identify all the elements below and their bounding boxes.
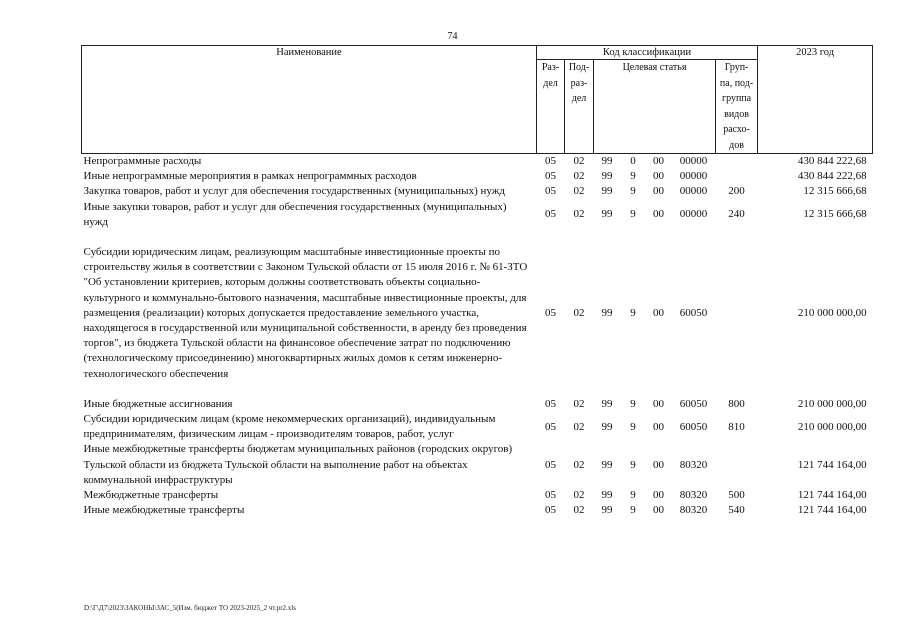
row-podrazdel: 02	[573, 504, 585, 517]
row-podrazdel: 02	[573, 420, 585, 433]
row-amount: 121 744 164,00	[797, 504, 867, 517]
row-cs-direction: 00000	[679, 208, 708, 221]
row-podrazdel: 02	[573, 155, 585, 167]
row-podrazdel: 02	[573, 208, 585, 221]
row-group: 200	[728, 185, 745, 198]
row-cs-direction: 00000	[679, 155, 708, 167]
row-name: Непрограммные расходы	[83, 155, 202, 167]
row-cs-program: 99	[601, 306, 613, 319]
row-cs-program: 99	[601, 420, 613, 433]
row-cs-direction: 00000	[679, 170, 708, 183]
row-razdel: 05	[545, 489, 556, 502]
table-row	[82, 200, 873, 230]
header-group: Груп- па, под- группа видов расхо- дов	[716, 60, 758, 154]
row-cs-subprogram: 9	[630, 306, 636, 319]
row-cs-direction: 60050	[679, 420, 708, 433]
row-group	[716, 154, 758, 170]
table-body	[82, 154, 873, 519]
row-group: 540	[728, 504, 745, 517]
row-cs-program: 99	[601, 504, 613, 517]
table-row	[82, 245, 873, 382]
row-cs-event: 00	[653, 397, 664, 410]
row-razdel: 05	[545, 185, 556, 198]
row-cs-event: 00	[653, 504, 664, 517]
row-cs-program: 99	[601, 155, 613, 167]
row-podrazdel: 02	[573, 306, 585, 319]
table-row	[82, 169, 873, 184]
row-name: Иные межбюджетные трансферты	[83, 504, 245, 517]
row-amount: 121 744 164,00	[797, 489, 867, 502]
row-name: Межбюджетные трансферты	[83, 489, 219, 502]
row-name: Иные закупки товаров, работ и услуг для обеспечения государственных (муниципальных) нужд	[83, 200, 507, 228]
table-spacer	[82, 382, 873, 397]
row-cs-program: 99	[601, 397, 613, 410]
header-year: 2023 год	[758, 46, 873, 154]
row-amount: 210 000 000,00	[797, 397, 867, 410]
row-razdel: 05	[545, 306, 556, 319]
row-cs-event: 00	[653, 306, 664, 319]
row-cs-event: 00	[653, 420, 664, 433]
row-cs-subprogram: 9	[630, 397, 636, 410]
row-cs-program: 99	[601, 458, 613, 471]
row-group	[716, 169, 758, 184]
row-cs-direction: 60050	[679, 397, 708, 410]
table-row	[82, 397, 873, 412]
row-podrazdel: 02	[573, 397, 585, 410]
row-amount: 430 844 222,68	[797, 170, 867, 183]
row-cs-subprogram: 9	[630, 420, 636, 433]
row-amount: 210 000 000,00	[797, 306, 867, 319]
row-podrazdel: 02	[573, 489, 585, 502]
row-razdel: 05	[545, 208, 556, 221]
row-group: 810	[728, 420, 745, 433]
row-cs-event: 00	[653, 185, 664, 198]
row-cs-subprogram: 9	[630, 458, 636, 471]
row-cs-direction: 80320	[679, 504, 708, 517]
row-cs-direction: 80320	[679, 489, 708, 502]
header-razdel: Раз- дел	[537, 60, 565, 154]
row-name: Иные межбюджетные трансферты бюджетам муниципальных районов (городских округов) Тульской области из бюджета Тульской области на выполнение работ на объектах коммунальной инфраструктуры	[83, 443, 513, 486]
table-row	[82, 184, 873, 199]
row-cs-program: 99	[601, 208, 613, 221]
row-group: 500	[728, 489, 745, 502]
table-row	[82, 154, 873, 170]
header-name: Наименование	[82, 46, 537, 154]
table-row	[82, 412, 873, 442]
row-cs-program: 99	[601, 170, 613, 183]
row-cs-direction: 80320	[679, 458, 708, 471]
row-cs-program: 99	[601, 185, 613, 198]
row-cs-direction: 60050	[679, 306, 708, 319]
row-name: Субсидии юридическим лицам, реализующим масштабные инвестиционные проекты по строительству жилья в соответствии с Законом Тульской области от 15 июля 2016 г. № 61-ЗТО "Об установлении критериев, которым должны соответствовать объекты социально-культурного и коммунально-бытового назначения, масштабные инвестиционные проекты, для размещения (реализации) которых допускается предоставление земельного участка, находящегося в государственной или муниципальной собственности, в аренду без проведения торгов", из бюджета Тульской области на финансовое обеспечение затрат по подключению (технологическому присоединению) многоквартирных жилых домов к сетям инженерно-технологического обеспечения	[83, 246, 528, 380]
row-name: Иные бюджетные ассигнования	[83, 397, 233, 410]
row-amount: 12 315 666,68	[803, 185, 867, 198]
page-number: 74	[447, 31, 458, 42]
row-cs-direction: 00000	[679, 185, 708, 198]
header-target-article: Целевая статья	[594, 60, 716, 154]
row-group: 240	[728, 208, 745, 221]
row-podrazdel: 02	[573, 185, 585, 198]
budget-table-container	[81, 45, 872, 518]
row-razdel: 05	[545, 458, 556, 471]
row-podrazdel: 02	[573, 170, 585, 183]
row-cs-subprogram: 9	[630, 504, 636, 517]
row-cs-subprogram: 9	[630, 489, 636, 502]
row-cs-event: 00	[653, 155, 664, 167]
row-cs-subprogram: 0	[630, 155, 636, 167]
row-cs-event: 00	[653, 208, 664, 221]
row-razdel: 05	[545, 170, 556, 183]
table-row	[82, 488, 873, 503]
row-cs-program: 99	[601, 489, 613, 502]
header-classification-code: Код классификации	[537, 46, 758, 60]
row-group: 800	[728, 397, 745, 410]
row-amount: 12 315 666,68	[803, 208, 867, 221]
row-razdel: 05	[545, 504, 556, 517]
row-name: Субсидии юридическим лицам (кроме некоммерческих организаций), индивидуальным предпринимателям, физическим лицам - производителям товаров, работ, услуг	[83, 413, 496, 441]
row-cs-event: 00	[653, 489, 664, 502]
row-podrazdel: 02	[573, 458, 585, 471]
row-amount: 210 000 000,00	[797, 420, 867, 433]
row-cs-event: 00	[653, 170, 664, 183]
row-amount: 430 844 222,68	[797, 155, 867, 167]
row-cs-subprogram: 9	[630, 185, 636, 198]
header-podrazdel: Под- раз- дел	[565, 60, 594, 154]
row-name: Иные непрограммные мероприятия в рамках непрограммных расходов	[83, 170, 417, 183]
row-amount: 121 744 164,00	[797, 458, 867, 471]
row-cs-event: 00	[653, 458, 664, 471]
row-group	[716, 442, 758, 488]
table-row	[82, 442, 873, 488]
row-razdel: 05	[545, 420, 556, 433]
row-cs-subprogram: 9	[630, 208, 636, 221]
table-row	[82, 503, 873, 518]
file-path-footer: D:\Г\Д7\2023\ЗАКОНЫ\ЗАС_5(Изм. бюджет ТО 2023-2025_2 чт.pr2.xls	[84, 604, 296, 612]
row-name: Закупка товаров, работ и услуг для обеспечения государственных (муниципальных) нужд	[83, 185, 505, 198]
table-spacer	[82, 230, 873, 245]
row-group	[716, 245, 758, 382]
row-cs-subprogram: 9	[630, 170, 636, 183]
budget-table	[81, 45, 873, 518]
row-razdel: 05	[545, 397, 556, 410]
row-razdel: 05	[545, 155, 556, 167]
